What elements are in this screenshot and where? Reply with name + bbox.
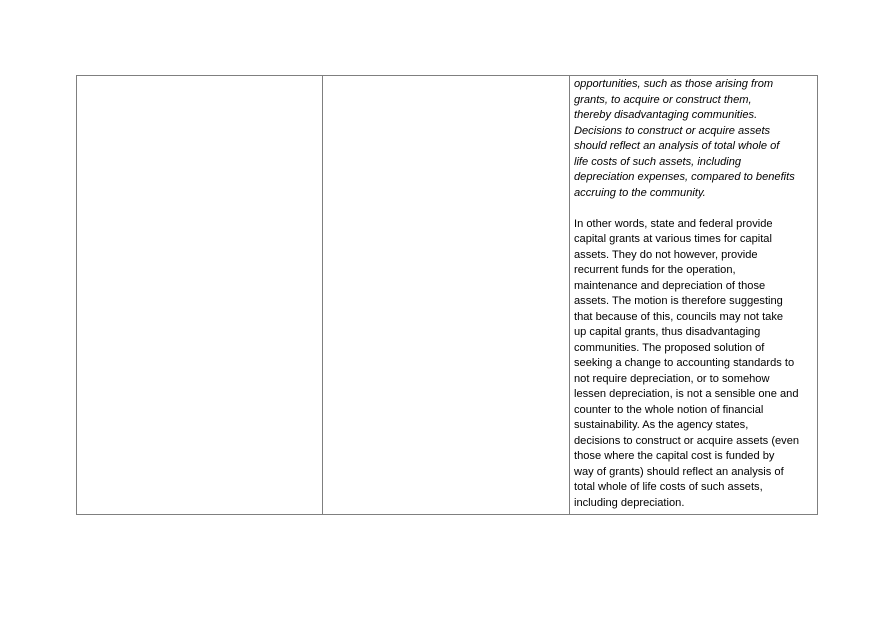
response-table: [76, 75, 818, 515]
text-line: maintenance and depreciation of those: [574, 279, 766, 292]
text-line: capital grants at various times for capital: [574, 233, 772, 245]
text-line: counter to the whole notion of financial: [574, 403, 764, 416]
text-line: assets. The motion is therefore suggesting: [574, 295, 783, 307]
text-line: depreciation expenses, compared to benefits: [574, 171, 795, 183]
text-line: should reflect an analysis of total whole of: [574, 140, 780, 152]
commentary-paragraph: [574, 217, 813, 512]
cell-2-text: [323, 76, 569, 80]
text-line: sustainability. As the agency states,: [574, 419, 749, 431]
cell-3-content: [570, 76, 817, 514]
text-line: including depreciation.: [574, 496, 685, 509]
table-cell-1: [77, 76, 323, 515]
table-row: [77, 76, 818, 515]
text-line: seeking a change to accounting standards to: [574, 357, 795, 369]
text-line: way of grants) should reflect an analysis of: [574, 465, 784, 478]
cell-1-text: [77, 76, 322, 80]
text-line: grants, to acquire or construct them,: [574, 93, 752, 106]
text-line: accruing to the community.: [574, 186, 706, 199]
text-line: up capital grants, thus disadvantaging: [574, 326, 761, 338]
text-line: assets. They do not however, provide: [574, 248, 758, 261]
text-line: those where the capital cost is funded by: [574, 450, 775, 462]
table-cell-3: [570, 76, 818, 515]
paragraph-gap: [574, 201, 813, 217]
text-line: In other words, state and federal provide: [574, 217, 773, 230]
text-line: life costs of such assets, including: [574, 155, 742, 168]
text-line: opportunities, such as those arising from: [574, 78, 774, 90]
text-line: that because of this, councils may not take: [574, 310, 784, 323]
text-line: decisions to construct or acquire assets (even: [574, 434, 800, 447]
text-line: not require depreciation, or to somehow: [574, 372, 770, 385]
text-line: communities. The proposed solution of: [574, 341, 765, 354]
quoted-excerpt: [574, 77, 813, 201]
text-line: Decisions to construct or acquire assets: [574, 124, 771, 137]
text-line: thereby disadvantaging communities.: [574, 109, 758, 121]
text-line: lessen depreciation, is not a sensible one and: [574, 388, 799, 400]
table-cell-2: [323, 76, 570, 515]
text-line: total whole of life costs of such assets,: [574, 481, 763, 493]
text-line: recurrent funds for the operation,: [574, 264, 736, 276]
